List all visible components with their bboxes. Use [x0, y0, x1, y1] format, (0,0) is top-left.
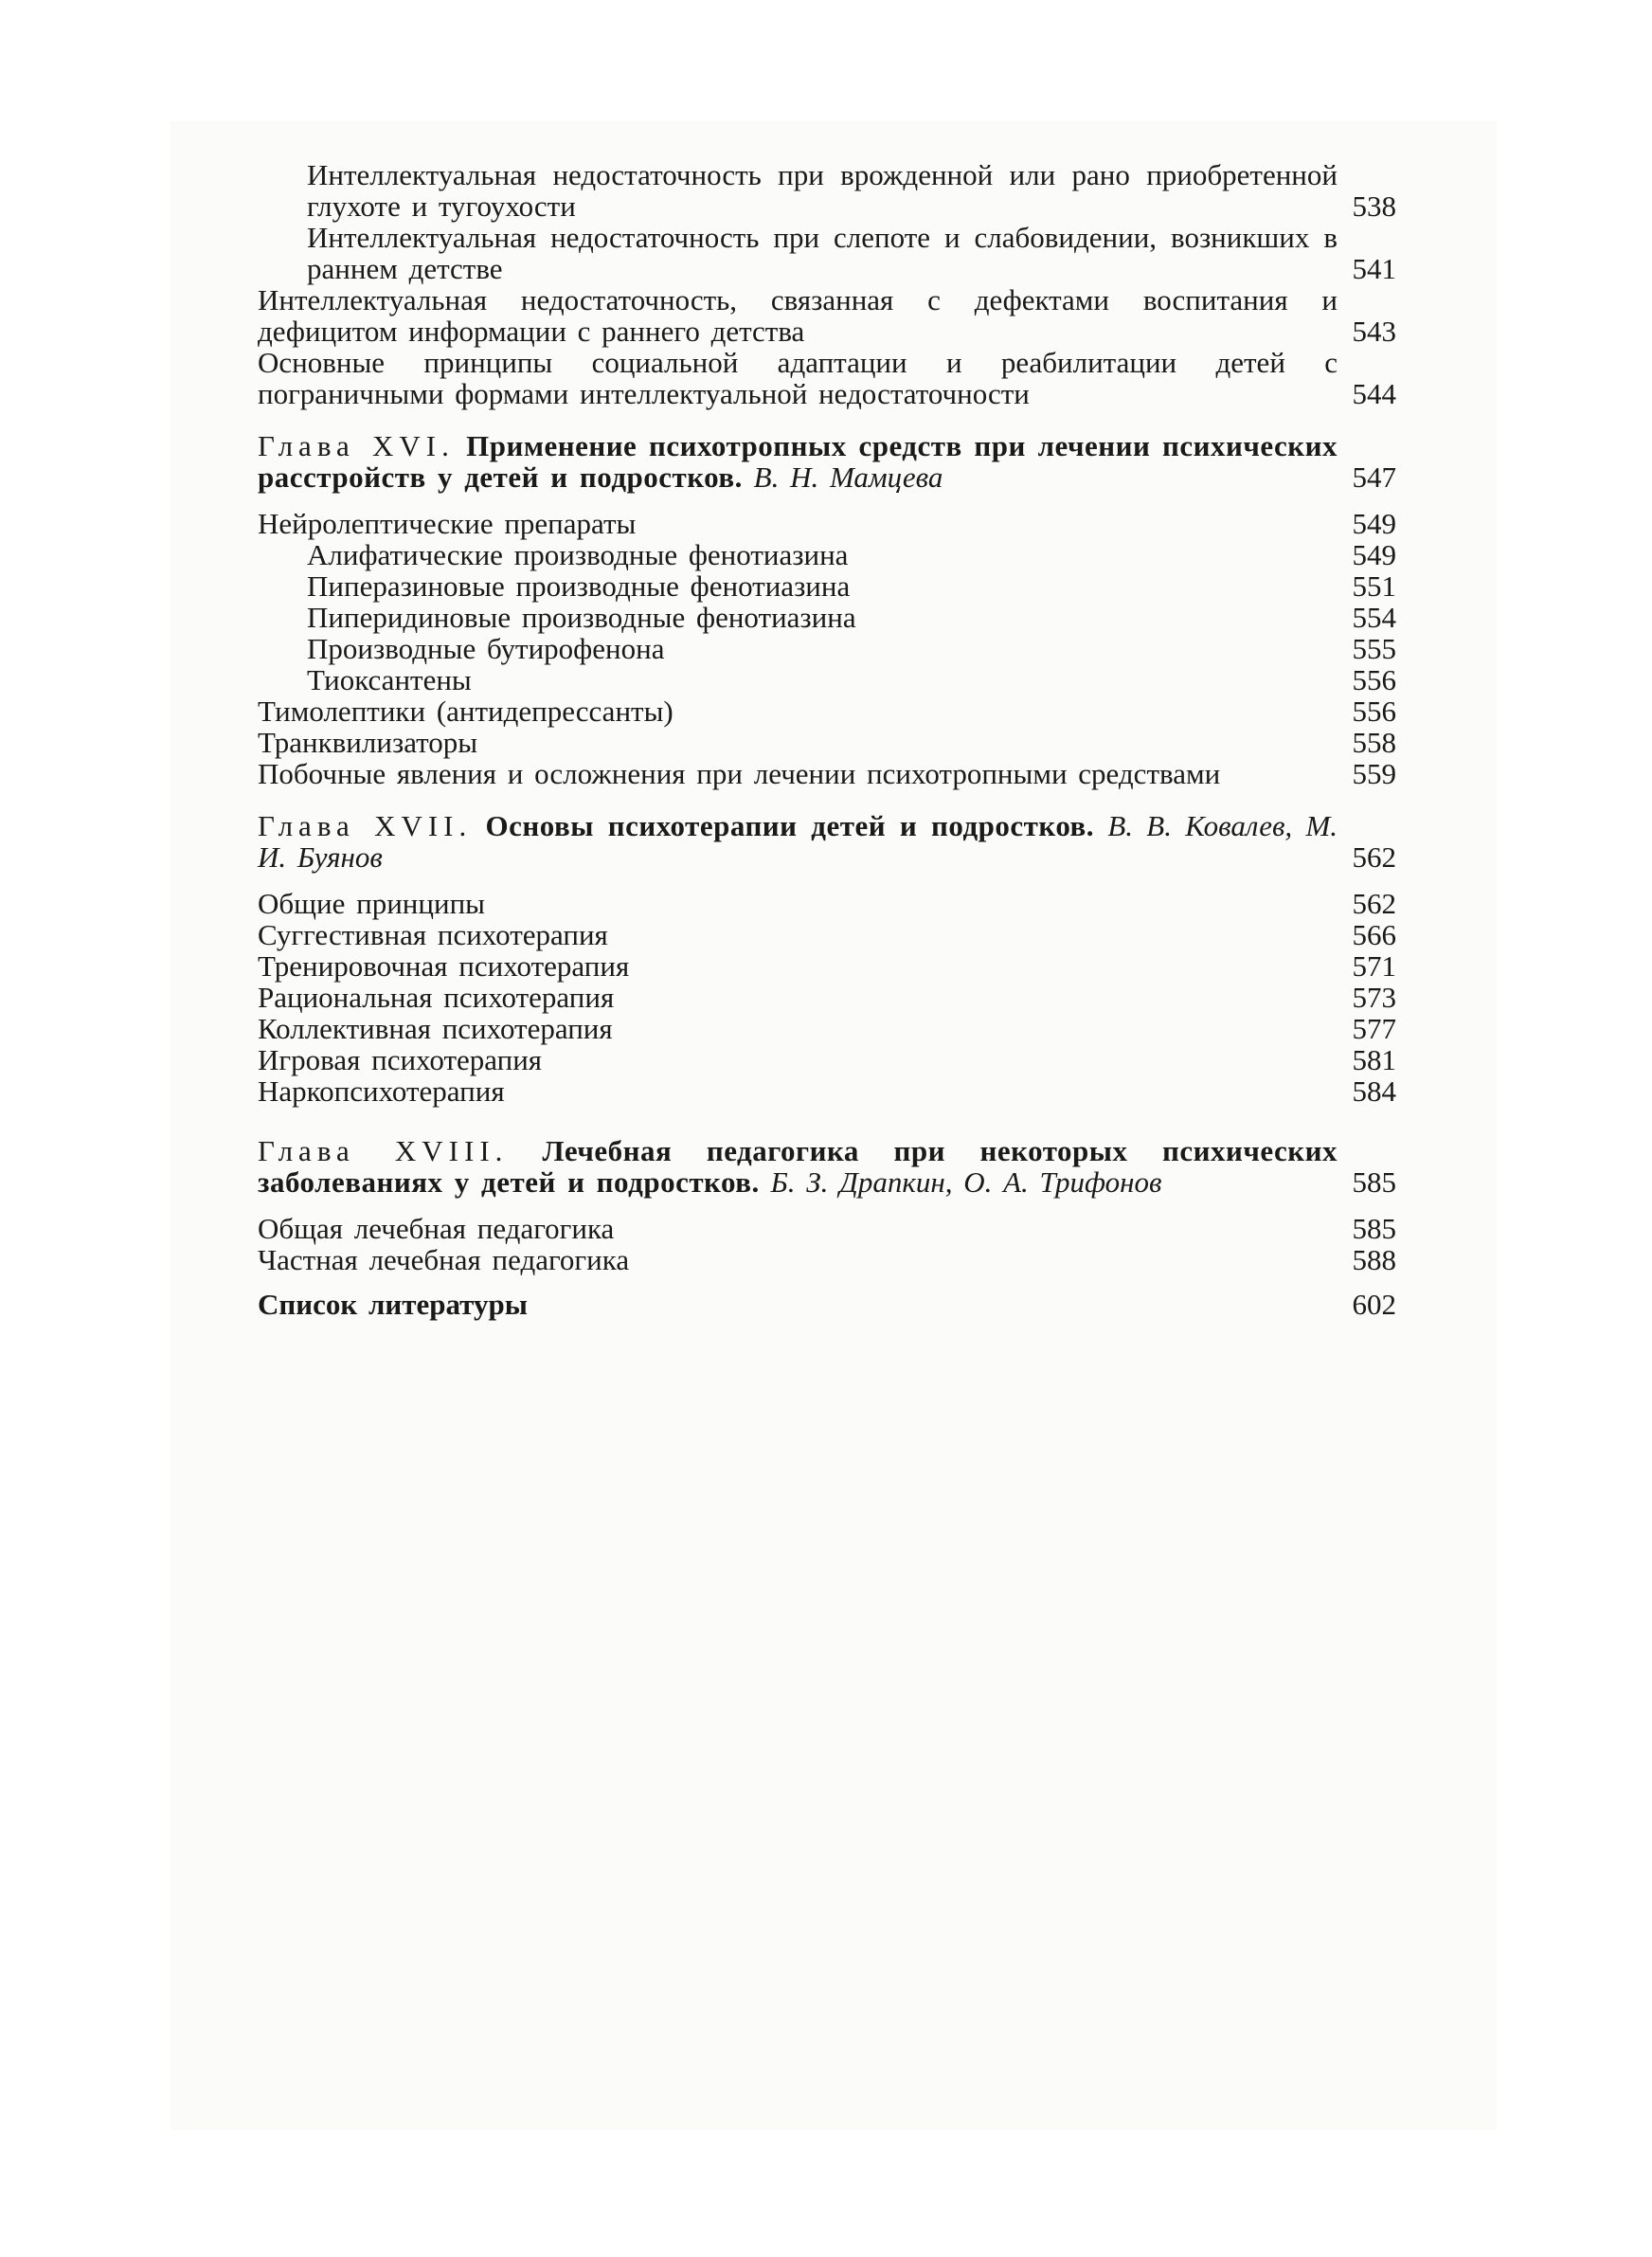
- toc-entry[interactable]: [248, 284, 1396, 347]
- toc-entry-title: Интеллектуальная недостаточность при врожденной или рано приобретенной глухоте и тугоухости: [307, 158, 1338, 223]
- toc-entry-title: Транквилизаторы: [258, 726, 478, 759]
- toc-entry-title: Тренировочная психотерапия: [258, 949, 630, 983]
- toc-entry-title: Основные принципы социальной адаптации и реабилитации детей с пограничными формами интеллектуальной недостаточности: [258, 346, 1338, 410]
- toc-entry-page: 562: [1352, 887, 1396, 920]
- toc-entry[interactable]: [248, 919, 1396, 950]
- toc-entry[interactable]: [248, 1075, 1396, 1107]
- table-of-contents: [248, 159, 1396, 1320]
- toc-entry[interactable]: [248, 602, 1396, 633]
- toc-entry[interactable]: [248, 1213, 1396, 1244]
- toc-entry-bibliography[interactable]: [248, 1289, 1396, 1320]
- toc-entry-title: Тиоксантены: [307, 663, 472, 696]
- chapter-heading[interactable]: [248, 430, 1396, 493]
- chapter-authors: В. В. Ковалев, М. И. Буянов: [258, 809, 1338, 874]
- chapter-label: Глава XVIII.: [258, 1134, 509, 1167]
- toc-entry[interactable]: [248, 695, 1396, 727]
- toc-entry-title: Игровая психотерапия: [258, 1043, 543, 1076]
- toc-entry-title: Наркопсихотерапия: [258, 1074, 505, 1108]
- toc-entry-page: 556: [1352, 695, 1396, 728]
- chapter-heading-text: Применение психотропных средств при лечении психических расстройств у детей и подростков.: [258, 429, 1338, 494]
- toc-entry-page: 581: [1352, 1043, 1396, 1076]
- toc-entry-page: 584: [1352, 1074, 1396, 1108]
- toc-entry[interactable]: [248, 633, 1396, 664]
- chapter-page: 547: [1352, 460, 1396, 494]
- toc-entry-title: Частная лечебная педагогика: [258, 1243, 630, 1276]
- toc-entry-page: 555: [1352, 632, 1396, 665]
- toc-entry[interactable]: [248, 758, 1396, 789]
- toc-entry-page: 549: [1352, 538, 1396, 571]
- chapter-heading[interactable]: [248, 810, 1396, 873]
- chapter-page: 585: [1352, 1165, 1396, 1199]
- toc-entry[interactable]: [248, 1013, 1396, 1044]
- toc-entry-page: 551: [1352, 569, 1396, 603]
- chapter-heading-text: Основы психотерапии детей и подростков.: [485, 809, 1095, 842]
- toc-entry-title: Суггестивная психотерапия: [258, 918, 608, 951]
- toc-entry-page: 544: [1352, 377, 1396, 410]
- toc-entry[interactable]: [248, 1244, 1396, 1275]
- toc-entry[interactable]: [248, 159, 1396, 222]
- toc-entry-page: 571: [1352, 949, 1396, 983]
- toc-entry-page: 538: [1352, 190, 1396, 223]
- chapter-title: [258, 430, 1338, 493]
- toc-entry[interactable]: [248, 508, 1396, 539]
- toc-entry-page: 558: [1352, 726, 1396, 759]
- toc-entry-title: Тимолептики (антидепрессанты): [258, 695, 673, 728]
- toc-entry-title: Нейролептические препараты: [258, 507, 637, 540]
- toc-entry[interactable]: [248, 347, 1396, 409]
- toc-entry-title: Общие принципы: [258, 887, 485, 920]
- toc-entry[interactable]: [248, 950, 1396, 982]
- toc-entry-title: Интеллектуальная недостаточность при слепоте и слабовидении, возникших в раннем детстве: [307, 221, 1338, 285]
- toc-entry-title: Список литературы: [258, 1288, 528, 1321]
- toc-entry-title: Производные бутирофенона: [307, 632, 665, 665]
- toc-entry[interactable]: [248, 982, 1396, 1013]
- toc-entry-title: Пиперидиновые производные фенотиазина: [307, 601, 856, 634]
- toc-entry-page: 577: [1352, 1012, 1396, 1045]
- toc-entry-page: 559: [1352, 757, 1396, 790]
- toc-entry[interactable]: [248, 888, 1396, 919]
- toc-entry-title: Коллективная психотерапия: [258, 1012, 613, 1045]
- toc-entry-page: 585: [1352, 1212, 1396, 1245]
- toc-entry-page: 602: [1352, 1288, 1396, 1321]
- toc-entry-page: 549: [1352, 507, 1396, 540]
- toc-entry-title: Алифатические производные фенотиазина: [307, 538, 849, 571]
- toc-entry-title: Интеллектуальная недостаточность, связанная с дефектами воспитания и дефицитом информации с раннего детства: [258, 283, 1338, 348]
- toc-entry-page: 554: [1352, 601, 1396, 634]
- toc-entry-title: Пиперазиновые производные фенотиазина: [307, 569, 851, 603]
- chapter-heading-text: Лечебная педагогика при некоторых психических заболеваниях у детей и подростков.: [258, 1134, 1338, 1199]
- chapter-title: [258, 810, 1338, 873]
- toc-entry[interactable]: [248, 222, 1396, 284]
- toc-entry-page: 541: [1352, 252, 1396, 285]
- chapter-authors: Б. З. Драпкин, О. А. Трифонов: [770, 1165, 1162, 1199]
- chapter-page: 562: [1352, 840, 1396, 874]
- toc-entry-page: 588: [1352, 1243, 1396, 1276]
- toc-entry-title: Побочные явления и осложнения при лечении психотропными средствами: [258, 757, 1221, 790]
- toc-entry-title: Рациональная психотерапия: [258, 981, 615, 1014]
- toc-entry-page: 566: [1352, 918, 1396, 951]
- toc-entry[interactable]: [248, 539, 1396, 570]
- toc-entry-page: 556: [1352, 663, 1396, 696]
- chapter-heading[interactable]: [248, 1135, 1396, 1198]
- chapter-label: Глава XVI.: [258, 429, 455, 462]
- chapter-label: Глава XVII.: [258, 809, 473, 842]
- toc-entry[interactable]: [248, 664, 1396, 695]
- toc-entry-title: Общая лечебная педагогика: [258, 1212, 615, 1245]
- toc-entry[interactable]: [248, 1044, 1396, 1075]
- chapter-title: [258, 1135, 1338, 1198]
- toc-entry-page: 543: [1352, 315, 1396, 348]
- chapter-authors: В. Н. Мамцева: [753, 460, 943, 494]
- toc-entry[interactable]: [248, 570, 1396, 602]
- toc-entry[interactable]: [248, 727, 1396, 758]
- toc-entry-page: 573: [1352, 981, 1396, 1014]
